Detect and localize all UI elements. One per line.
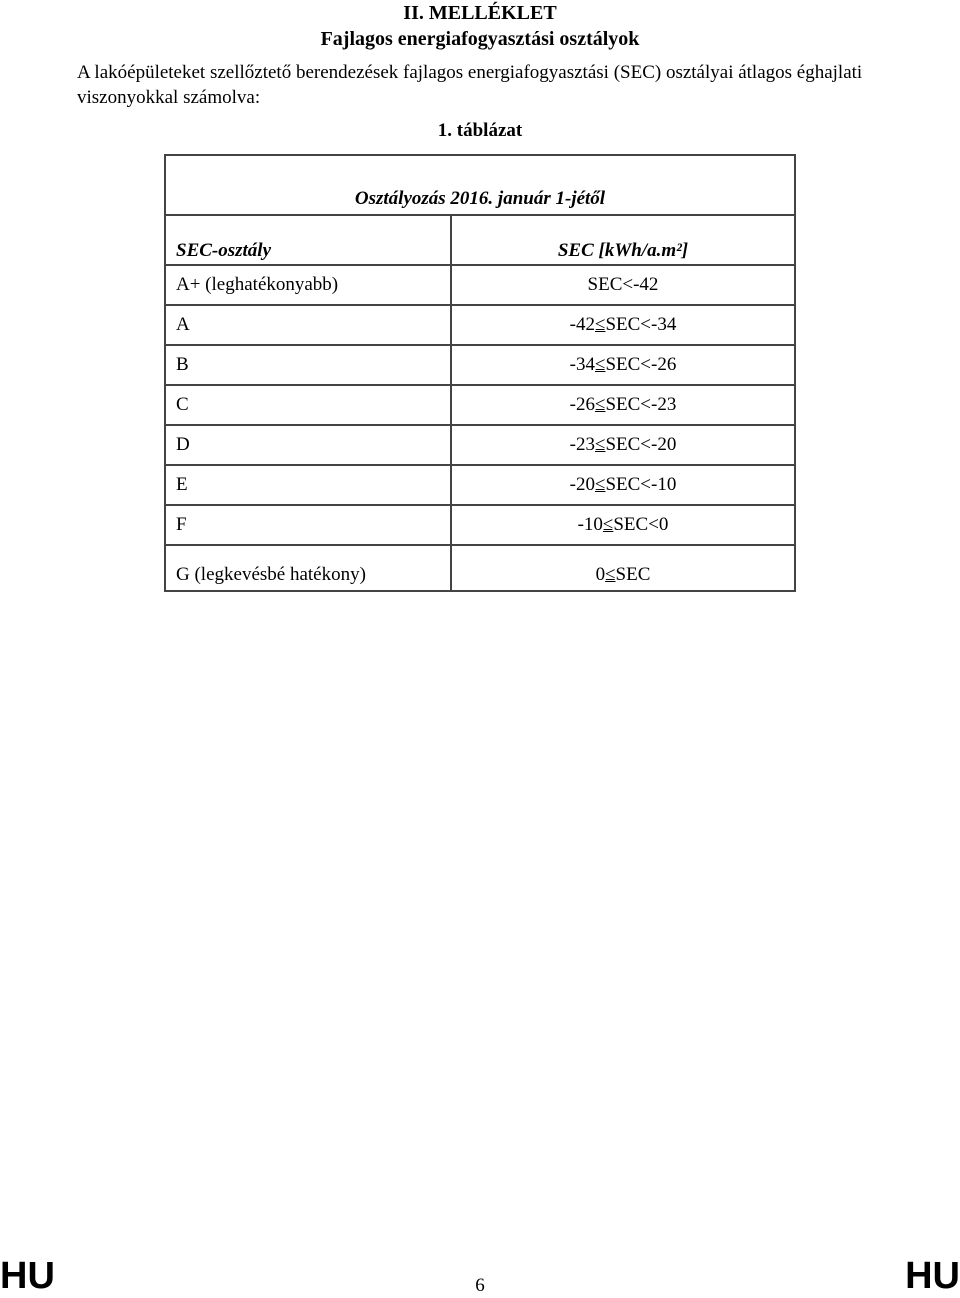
range-upper: SEC — [615, 564, 651, 585]
table-title-row — [165, 155, 795, 215]
range-lower: 0 — [595, 564, 606, 585]
range-lower: -23 — [569, 434, 595, 455]
class-cell: E — [165, 465, 451, 505]
class-cell: A — [165, 305, 451, 345]
range-upper: SEC<-34 — [605, 314, 677, 335]
footer-language-code-left: HU — [0, 1255, 55, 1297]
annex-subtitle: Fajlagos energiafogyasztási osztályok — [320, 28, 640, 50]
range-upper: SEC<-23 — [605, 394, 677, 415]
table-row — [165, 265, 795, 305]
annex-title: II. MELLÉKLET — [403, 2, 557, 24]
class-cell: A+ (leghatékonyabb) — [165, 265, 451, 305]
class-cell: G (legkevésbé hatékony) — [165, 545, 451, 591]
table-row — [165, 425, 795, 465]
class-cell: F — [165, 505, 451, 545]
range-upper: SEC<-42 — [587, 274, 659, 295]
class-cell: B — [165, 345, 451, 385]
table-row — [165, 505, 795, 545]
table-title: Osztályozás 2016. január 1-jétől — [165, 155, 795, 215]
range-lower: -42 — [569, 314, 595, 335]
intro-paragraph: A lakóépületeket szellőztető berendezések fajlagos energiafogyasztási (SEC) osztályai átlagos éghajlati viszonyokkal számolva: — [77, 62, 863, 108]
footer-language-code-right: HU — [905, 1255, 960, 1297]
table-row — [165, 385, 795, 425]
range-cell — [451, 265, 795, 305]
range-upper: SEC<-10 — [605, 474, 677, 495]
range-upper: SEC<-20 — [605, 434, 677, 455]
range-operator: ≤ — [595, 474, 606, 495]
range-cell — [451, 545, 795, 591]
range-operator: ≤ — [605, 564, 616, 585]
range-operator: ≤ — [595, 314, 606, 335]
range-lower: -20 — [569, 474, 595, 495]
class-cell: C — [165, 385, 451, 425]
range-cell — [451, 505, 795, 545]
sec-class-table — [164, 154, 796, 592]
range-upper: SEC<-26 — [605, 354, 677, 375]
range-cell — [451, 425, 795, 465]
range-cell — [451, 385, 795, 425]
range-operator: ≤ — [595, 354, 606, 375]
range-operator: ≤ — [602, 514, 614, 535]
page-number: 6 — [475, 1275, 485, 1296]
range-cell — [451, 305, 795, 345]
table-row — [165, 345, 795, 385]
range-lower: -34 — [569, 354, 595, 375]
range-lower: -26 — [569, 394, 595, 415]
table-caption: 1. táblázat — [437, 120, 523, 141]
range-upper: SEC<0 — [613, 514, 669, 535]
range-cell — [451, 345, 795, 385]
class-cell: D — [165, 425, 451, 465]
header-sec-class: SEC-osztály — [165, 215, 451, 265]
header-sec-value: SEC [kWh/a.m²] — [451, 215, 795, 265]
range-operator: ≤ — [595, 394, 606, 415]
table-header-row — [165, 215, 795, 265]
range-cell — [451, 465, 795, 505]
table-row — [165, 305, 795, 345]
table-row — [165, 465, 795, 505]
table-row — [165, 545, 795, 591]
range-lower: -10 — [577, 514, 603, 535]
range-operator: ≤ — [595, 434, 606, 455]
